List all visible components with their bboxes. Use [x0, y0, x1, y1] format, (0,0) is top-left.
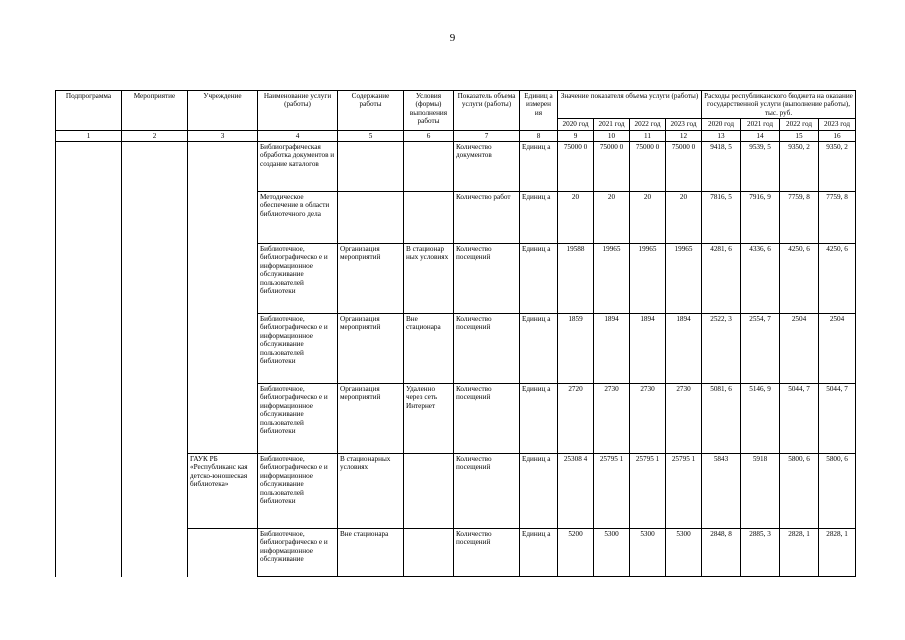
- value-cell: 2730: [594, 384, 630, 454]
- activity-cell: [122, 244, 188, 314]
- conditions-cell: [404, 192, 454, 244]
- expense-cell: 4250, 6: [780, 244, 819, 314]
- expense-cell: 2504: [780, 314, 819, 384]
- value-cell: 20: [594, 192, 630, 244]
- indicator-cell: Количество посещений: [454, 314, 520, 384]
- header-conditions: Условия (формы) выполнения работы: [404, 91, 454, 131]
- value-cell: 25795 1: [594, 454, 630, 529]
- expense-cell: 2522, 3: [702, 314, 741, 384]
- value-cell: 2730: [630, 384, 666, 454]
- subprogram-cell: [56, 384, 122, 454]
- unit-cell: Единиц а: [520, 454, 558, 529]
- activity-cell: [122, 142, 188, 192]
- expense-cell: 5800, 6: [819, 454, 856, 529]
- value-cell: 19965: [666, 244, 702, 314]
- value-cell: 1894: [594, 314, 630, 384]
- indicator-cell: Количество посещений: [454, 244, 520, 314]
- content-cell: [338, 142, 404, 192]
- unit-cell: Единиц а: [520, 244, 558, 314]
- institution-cell: [188, 142, 258, 192]
- institution-cell: [188, 314, 258, 384]
- year-header: 2021 год: [594, 119, 630, 130]
- unit-cell: Единиц а: [520, 529, 558, 577]
- header-service-name: Наименование услуги (работы): [258, 91, 338, 131]
- value-cell: 25308 4: [558, 454, 594, 529]
- value-cell: 19965: [594, 244, 630, 314]
- subprogram-cell: [56, 192, 122, 244]
- institution-cell: [188, 244, 258, 314]
- expense-cell: 9539, 5: [741, 142, 780, 192]
- expense-cell: 5044, 7: [780, 384, 819, 454]
- expense-cell: 5081, 6: [702, 384, 741, 454]
- indicator-cell: Количество посещений: [454, 384, 520, 454]
- value-cell: 25795 1: [630, 454, 666, 529]
- column-number: 2: [122, 130, 188, 141]
- value-cell: 75000 0: [630, 142, 666, 192]
- header-unit: Единиц а измерен ия: [520, 91, 558, 131]
- year-header: 2021 год: [741, 119, 780, 130]
- expense-cell: 9418, 5: [702, 142, 741, 192]
- expense-cell: 9350, 2: [780, 142, 819, 192]
- expense-cell: 2828, 1: [819, 529, 856, 577]
- header-work-content: Содержание работы: [338, 91, 404, 131]
- column-number: 4: [258, 130, 338, 141]
- conditions-cell: [404, 529, 454, 577]
- unit-cell: Единиц а: [520, 314, 558, 384]
- year-header: 2023 год: [666, 119, 702, 130]
- column-number: 16: [819, 130, 856, 141]
- value-cell: 20: [666, 192, 702, 244]
- column-number: 14: [741, 130, 780, 141]
- service-cell: Методическое обеспечение в области библиотечного дела: [258, 192, 338, 244]
- value-cell: 1894: [666, 314, 702, 384]
- year-header: 2020 год: [702, 119, 741, 130]
- expense-cell: 7759, 8: [780, 192, 819, 244]
- header-expenses: Расходы республиканского бюджета на оказание государственной услуги (выполнение работы), тыс. руб.: [702, 91, 856, 119]
- institution-cell: ГАУК РБ «Республиканс кая детско-юношеская библиотека»: [188, 454, 258, 529]
- year-header: 2020 год: [558, 119, 594, 130]
- expense-cell: 4281, 6: [702, 244, 741, 314]
- value-cell: 75000 0: [594, 142, 630, 192]
- conditions-cell: В стационар ных условиях: [404, 244, 454, 314]
- service-cell: Библиотечное, библиографическо е и информационное обслуживание пользователей библиотеки: [258, 454, 338, 529]
- indicator-cell: Количество посещений: [454, 529, 520, 577]
- column-number-row: [56, 130, 856, 141]
- expense-cell: 2828, 1: [780, 529, 819, 577]
- subprogram-cell: [56, 454, 122, 529]
- value-cell: 1894: [630, 314, 666, 384]
- indicator-cell: Количество документов: [454, 142, 520, 192]
- service-cell: Библиографическая обработка документов и создание каталогов: [258, 142, 338, 192]
- header-institution: Учреждение: [188, 91, 258, 131]
- header-indicator: Показатель объема услуги (работы): [454, 91, 520, 131]
- value-cell: 20: [558, 192, 594, 244]
- table-row: [56, 314, 856, 384]
- service-cell: Библиотечное, библиографическо е и информационное обслуживание: [258, 529, 338, 577]
- subprogram-cell: [56, 244, 122, 314]
- value-cell: 20: [630, 192, 666, 244]
- column-number: 11: [630, 130, 666, 141]
- expense-cell: 2554, 7: [741, 314, 780, 384]
- activity-cell: [122, 192, 188, 244]
- value-cell: 5300: [666, 529, 702, 577]
- expense-cell: 5044, 7: [819, 384, 856, 454]
- activity-cell: [122, 454, 188, 529]
- year-header: 2023 год: [819, 119, 856, 130]
- subprogram-cell: [56, 142, 122, 192]
- table-row: [56, 384, 856, 454]
- expense-cell: 5800, 6: [780, 454, 819, 529]
- activity-cell: [122, 529, 188, 577]
- table-row: [56, 454, 856, 529]
- expense-cell: 2885, 3: [741, 529, 780, 577]
- content-cell: Вне стационара: [338, 529, 404, 577]
- indicator-cell: Количество работ: [454, 192, 520, 244]
- expense-cell: 5146, 9: [741, 384, 780, 454]
- table-row: [56, 529, 856, 577]
- value-cell: 5200: [558, 529, 594, 577]
- content-cell: Организация мероприятий: [338, 244, 404, 314]
- column-number: 6: [404, 130, 454, 141]
- value-cell: 1859: [558, 314, 594, 384]
- value-cell: 5300: [594, 529, 630, 577]
- column-number: 3: [188, 130, 258, 141]
- page-number: 9: [449, 32, 456, 44]
- year-header: 2022 год: [630, 119, 666, 130]
- header-row: [56, 91, 856, 119]
- expense-cell: 5918: [741, 454, 780, 529]
- indicator-cell: Количество посещений: [454, 454, 520, 529]
- table-row: [56, 142, 856, 192]
- year-header: 2022 год: [780, 119, 819, 130]
- unit-cell: Единиц а: [520, 192, 558, 244]
- expense-cell: 2848, 8: [702, 529, 741, 577]
- conditions-cell: [404, 142, 454, 192]
- activity-cell: [122, 384, 188, 454]
- activity-cell: [122, 314, 188, 384]
- conditions-cell: Вне стационара: [404, 314, 454, 384]
- content-cell: В стационарных условиях: [338, 454, 404, 529]
- institution-cell: [188, 192, 258, 244]
- value-cell: 75000 0: [666, 142, 702, 192]
- column-number: 10: [594, 130, 630, 141]
- institution-cell: [188, 384, 258, 454]
- subprogram-cell: [56, 529, 122, 577]
- column-number: 5: [338, 130, 404, 141]
- conditions-cell: [404, 454, 454, 529]
- table-row: [56, 244, 856, 314]
- value-cell: 19965: [630, 244, 666, 314]
- expense-cell: 2504: [819, 314, 856, 384]
- value-cell: 19588: [558, 244, 594, 314]
- content-cell: [338, 192, 404, 244]
- unit-cell: Единиц а: [520, 142, 558, 192]
- expense-cell: 7816, 5: [702, 192, 741, 244]
- expense-cell: 5843: [702, 454, 741, 529]
- column-number: 7: [454, 130, 520, 141]
- column-number: 8: [520, 130, 558, 141]
- subprogram-cell: [56, 314, 122, 384]
- table-body: [56, 142, 856, 577]
- value-cell: 2730: [666, 384, 702, 454]
- content-cell: Организация мероприятий: [338, 384, 404, 454]
- column-number: 15: [780, 130, 819, 141]
- unit-cell: Единиц а: [520, 384, 558, 454]
- value-cell: 75000 0: [558, 142, 594, 192]
- expense-cell: 9350, 2: [819, 142, 856, 192]
- value-cell: 5300: [630, 529, 666, 577]
- column-number: 12: [666, 130, 702, 141]
- service-cell: Библиотечное, библиографическо е и информационное обслуживание пользователей библиотеки: [258, 314, 338, 384]
- column-number: 9: [558, 130, 594, 141]
- conditions-cell: Удаленно через сеть Интернет: [404, 384, 454, 454]
- value-cell: 2720: [558, 384, 594, 454]
- institution-cell: [188, 529, 258, 577]
- table-row: [56, 192, 856, 244]
- expense-cell: 4250, 6: [819, 244, 856, 314]
- column-number: 13: [702, 130, 741, 141]
- header-indicator-values: Значение показателя объема услуги (работы): [558, 91, 702, 119]
- header-activity: Мероприятие: [122, 91, 188, 131]
- content-cell: Организация мероприятий: [338, 314, 404, 384]
- value-cell: 25795 1: [666, 454, 702, 529]
- expense-cell: 7759, 8: [819, 192, 856, 244]
- expense-cell: 7916, 9: [741, 192, 780, 244]
- budget-table: [55, 90, 856, 577]
- column-number: 1: [56, 130, 122, 141]
- expense-cell: 4336, 6: [741, 244, 780, 314]
- service-cell: Библиотечное, библиографическо е и информационное обслуживание пользователей библиотеки: [258, 384, 338, 454]
- header-subprogram: Подпрограмма: [56, 91, 122, 131]
- service-cell: Библиотечное, библиографическо е и информационное обслуживание пользователей библиотеки: [258, 244, 338, 314]
